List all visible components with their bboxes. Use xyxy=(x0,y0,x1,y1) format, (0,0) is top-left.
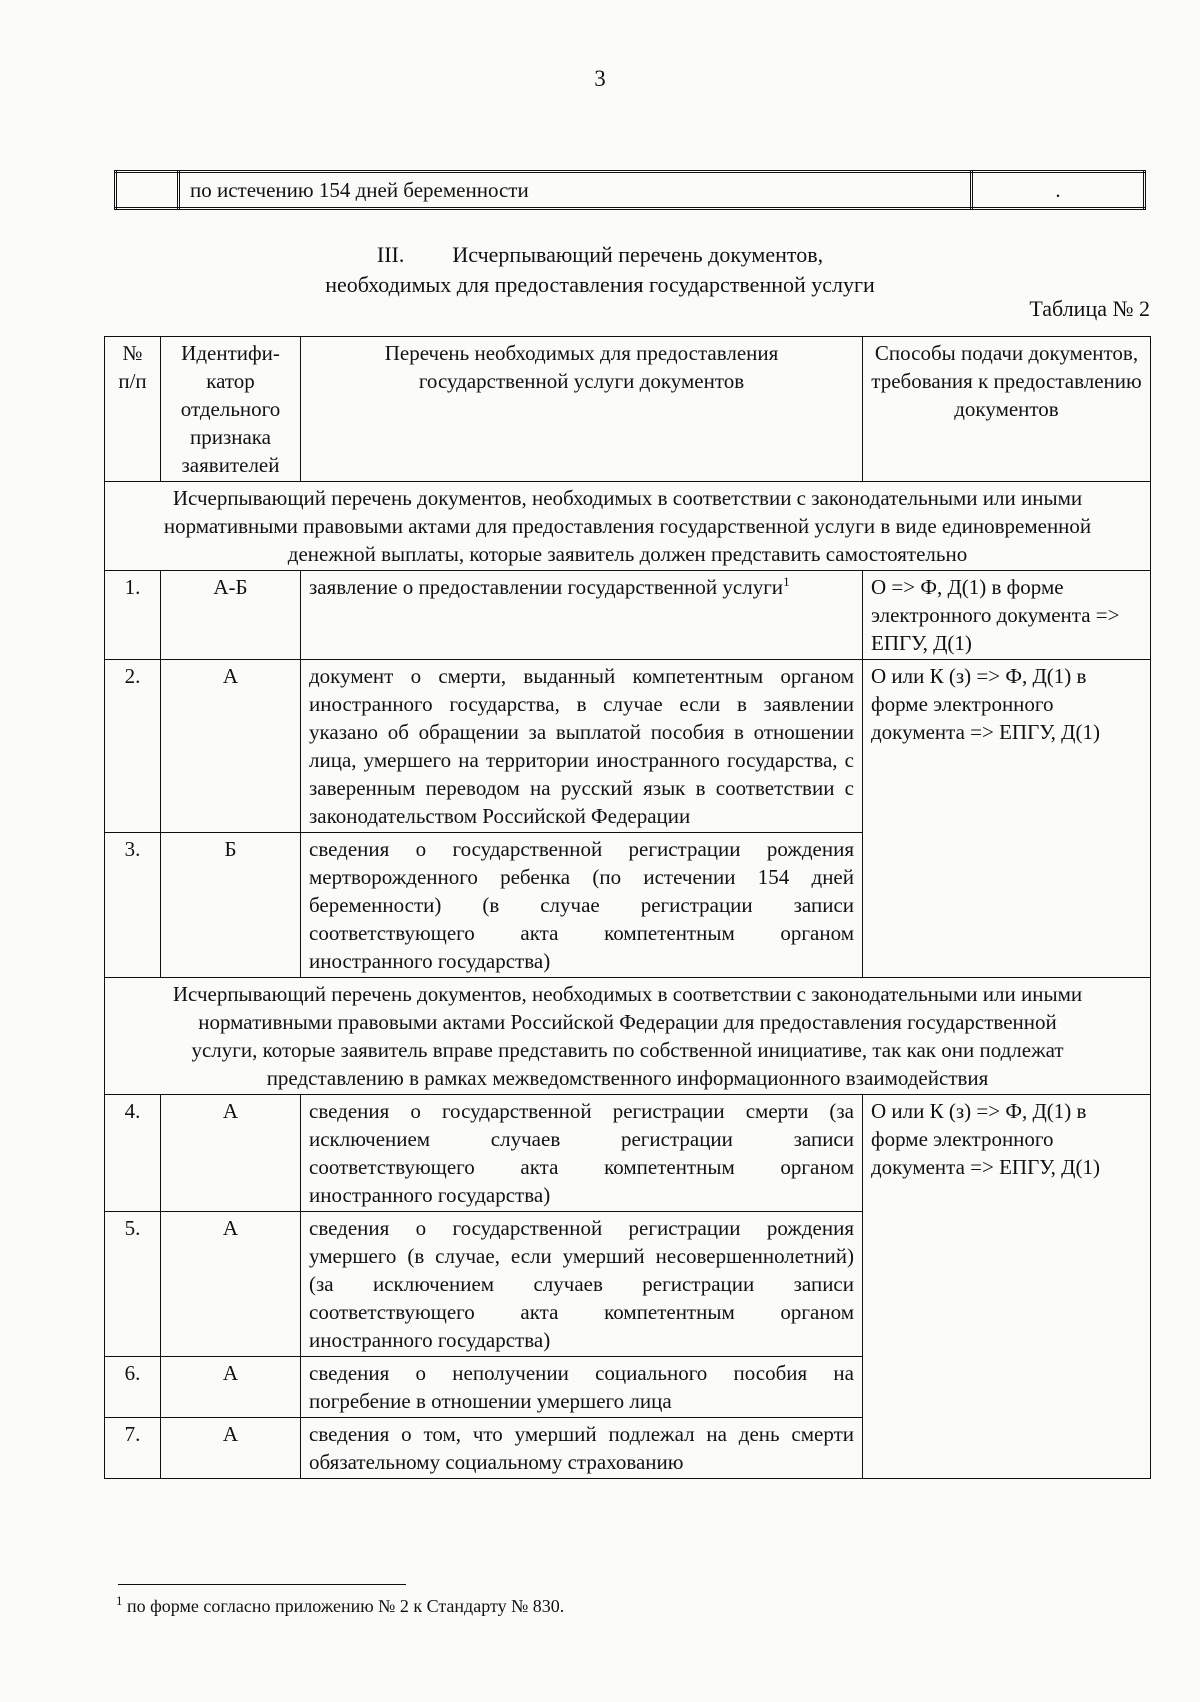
row-identifier: А xyxy=(161,1418,301,1479)
footnote-text: по форме согласно приложению № 2 к Стандарту № 830. xyxy=(127,1596,565,1616)
row-num: 2. xyxy=(105,660,161,833)
row-num: 7. xyxy=(105,1418,161,1479)
row-document: сведения о государственной регистрации рождения мертворожденного ребенка (по истечении 154 дней беременности) (в случае регистрации записи соответствующего акта компетентным органом иностранного государства) xyxy=(301,833,863,978)
section-heading xyxy=(0,240,1200,300)
row-document xyxy=(301,571,863,660)
continuation-row-table xyxy=(114,170,1146,210)
table-row xyxy=(105,571,1151,660)
group-heading-2: Исчерпывающий перечень документов, необходимых в соответствии с законодательными или иными нормативными правовыми актами Российской Федерации для предоставления государственной услуги, которые заявитель вправе представить по собственной инициативе, так как они подлежат представлению в рамках межведомственного информационного взаимодействия xyxy=(105,978,1151,1095)
row-document: сведения о том, что умерший подлежал на день смерти обязательному социальному страхованию xyxy=(301,1418,863,1479)
header-num: № п/п xyxy=(105,337,161,482)
continuation-num-cell xyxy=(116,172,179,209)
row-num: 5. xyxy=(105,1212,161,1357)
row-identifier: А xyxy=(161,1095,301,1212)
footnote xyxy=(116,1593,565,1617)
row-identifier: А-Б xyxy=(161,571,301,660)
page-number: 3 xyxy=(594,66,606,91)
footnote-divider xyxy=(118,1584,406,1585)
group-row-1 xyxy=(105,482,1151,571)
continuation-text-cell: по истечению 154 дней беременности xyxy=(179,172,972,209)
header-documents: Перечень необходимых для предоставления государственной услуги документов xyxy=(301,337,863,482)
row-method: О => Ф, Д(1) в форме электронного документа => ЕПГУ, Д(1) xyxy=(863,571,1151,660)
row-identifier: А xyxy=(161,1357,301,1418)
row-identifier: Б xyxy=(161,833,301,978)
footnote-number: 1 xyxy=(116,1593,123,1608)
row-document: сведения о государственной регистрации смерти (за исключением случаев регистрации записи соответствующего акта компетентным органом иностранного государства) xyxy=(301,1095,863,1212)
section-number: III. xyxy=(376,242,405,267)
row-method: О или К (з) => Ф, Д(1) в форме электронного документа => ЕПГУ, Д(1) xyxy=(863,660,1151,978)
table-caption: Таблица № 2 xyxy=(1029,296,1150,321)
group-row-2 xyxy=(105,978,1151,1095)
row-identifier: А xyxy=(161,1212,301,1357)
row-document: сведения о неполучении социального пособия на погребение в отношении умершего лица xyxy=(301,1357,863,1418)
row-document-text: заявление о предоставлении государственной услуги xyxy=(309,575,784,599)
table-row xyxy=(105,660,1151,833)
row-num: 6. xyxy=(105,1357,161,1418)
documents-table xyxy=(104,336,1151,1479)
group-heading-1: Исчерпывающий перечень документов, необходимых в соответствии с законодательными или иными нормативными правовыми актами для предоставления государственной услуги в виде единовременной денежной выплаты, которые заявитель должен представить самостоятельно xyxy=(105,482,1151,571)
row-num: 4. xyxy=(105,1095,161,1212)
header-methods: Способы подачи документов, требования к предоставлению документов xyxy=(863,337,1151,482)
continuation-right-cell: . xyxy=(972,172,1145,209)
row-document: документ о смерти, выданный компетентным органом иностранного государства, в случае если в заявлении указано об обращении за выплатой пособия в отношении лица, умершего на территории иностранного государства, с заверенным переводом на русский язык в соответствии с законодательством Российской Федерации xyxy=(301,660,863,833)
row-identifier: А xyxy=(161,660,301,833)
row-method: О или К (з) => Ф, Д(1) в форме электронного документа => ЕПГУ, Д(1) xyxy=(863,1095,1151,1479)
section-title-line2: необходимых для предоставления государственной услуги xyxy=(325,272,875,297)
footnote-mark: 1 xyxy=(783,574,790,589)
table-row xyxy=(105,1095,1151,1212)
row-document: сведения о государственной регистрации рождения умершего (в случае, если умерший несовершеннолетний) (за исключением случаев регистрации записи соответствующего акта компетентным органом иностранного государства) xyxy=(301,1212,863,1357)
section-title-line1: Исчерпывающий перечень документов, xyxy=(452,242,824,267)
header-identifier: Идентифи-катор отдельного признака заявителей xyxy=(161,337,301,482)
row-num: 1. xyxy=(105,571,161,660)
table-header-row xyxy=(105,337,1151,482)
row-num: 3. xyxy=(105,833,161,978)
